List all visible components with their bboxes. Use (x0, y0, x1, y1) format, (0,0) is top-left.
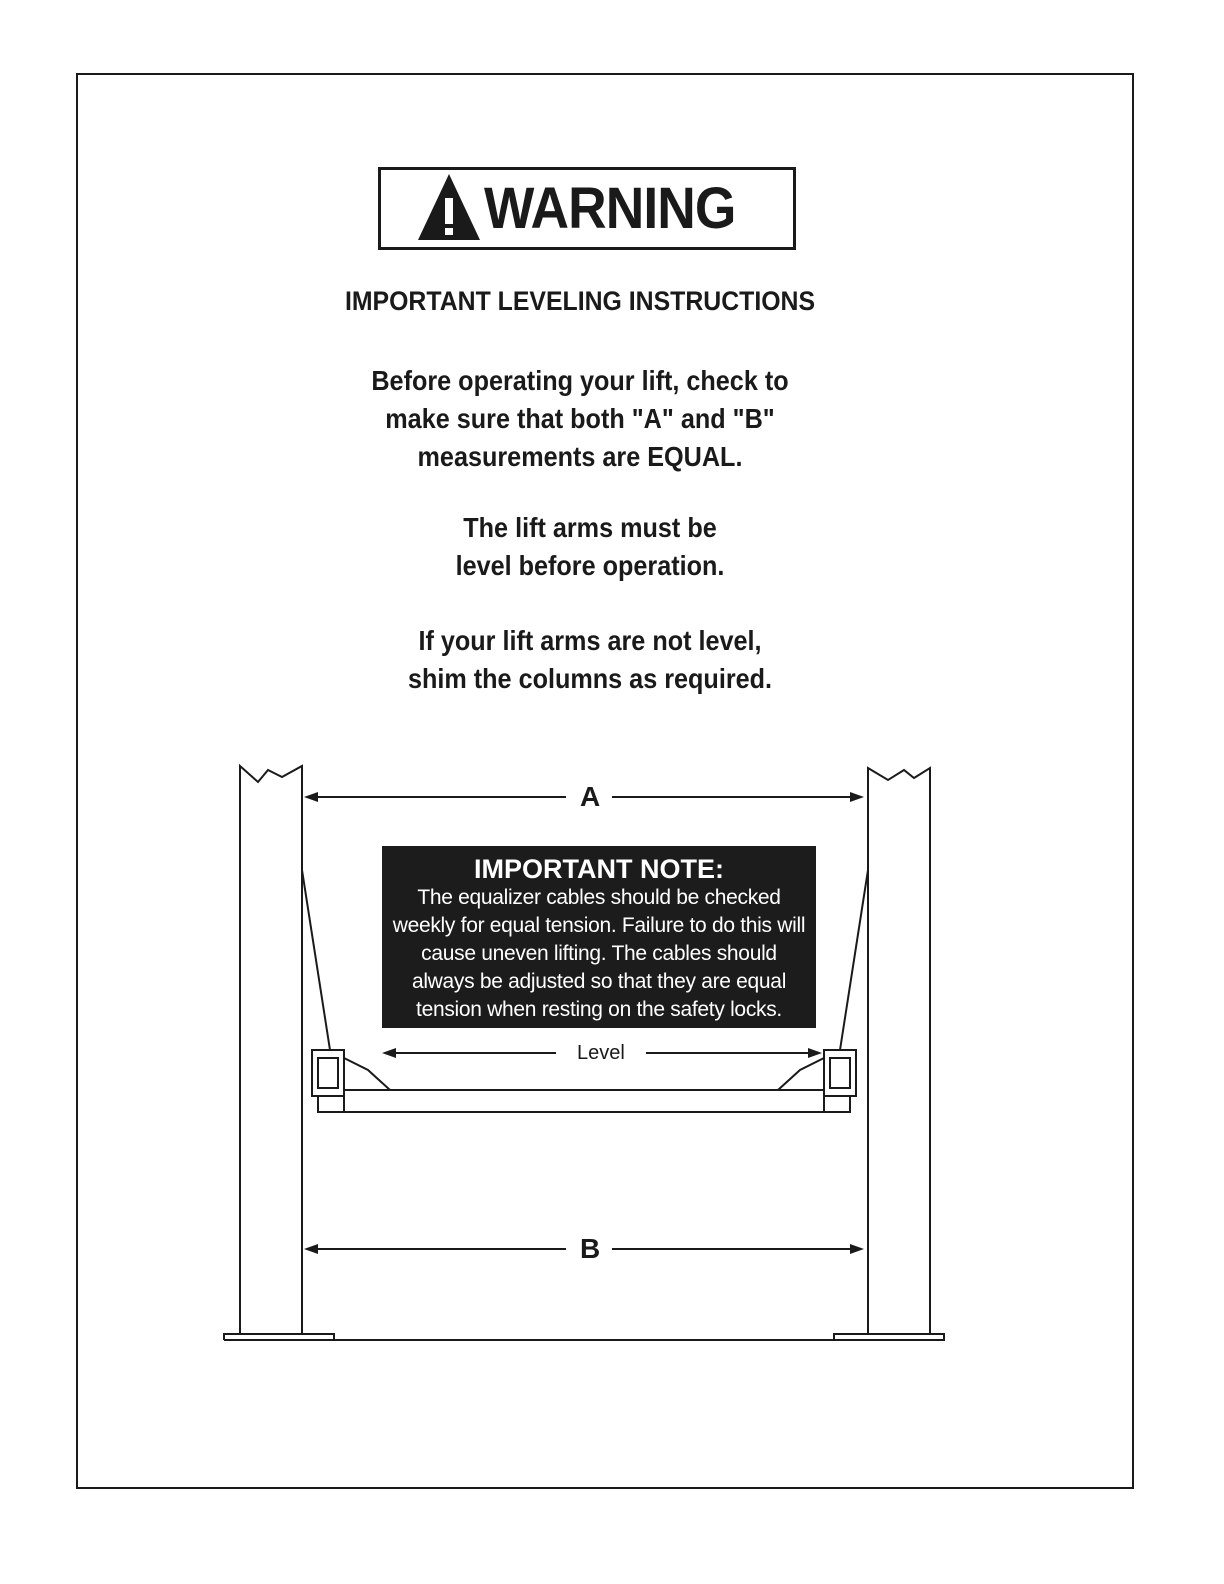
left-cable (302, 870, 330, 1050)
dimension-a-label: A (580, 781, 601, 812)
note-line: weekly for equal tension. Failure to do this will (392, 914, 806, 937)
note-body (382, 884, 816, 1024)
instruction-line: Before operating your lift, check to (371, 365, 789, 396)
note-line: tension when resting on the safety locks. (416, 998, 782, 1021)
right-cable (840, 870, 868, 1050)
note-line: always be adjusted so that they are equal (411, 970, 787, 993)
left-carriage (312, 1050, 344, 1096)
note-title: IMPORTANT NOTE: (474, 854, 724, 884)
level-label: Level (577, 1042, 625, 1064)
note-line: The equalizer cables should be checked (417, 886, 781, 909)
instruction-line: make sure that both "A" and "B" (385, 403, 775, 434)
dimension-b-label: B (580, 1233, 601, 1264)
instruction-line: measurements are EQUAL. (417, 441, 743, 472)
warning-label: WARNING (484, 175, 736, 241)
lift-arm (318, 1096, 850, 1112)
right-gusset (778, 1058, 824, 1090)
left-gusset (344, 1058, 390, 1090)
right-column (868, 768, 930, 1335)
right-carriage (824, 1050, 856, 1096)
instruction-line: level before operation. (455, 550, 725, 581)
page-heading: IMPORTANT LEVELING INSTRUCTIONS (344, 286, 816, 316)
instruction-line: If your lift arms are not level, (418, 625, 762, 656)
left-column (240, 766, 302, 1335)
instruction-line: shim the columns as required. (407, 663, 773, 694)
note-line: cause uneven lifting. The cables should (421, 942, 777, 965)
instruction-line: The lift arms must be (463, 512, 717, 543)
important-note-box (382, 846, 816, 1028)
